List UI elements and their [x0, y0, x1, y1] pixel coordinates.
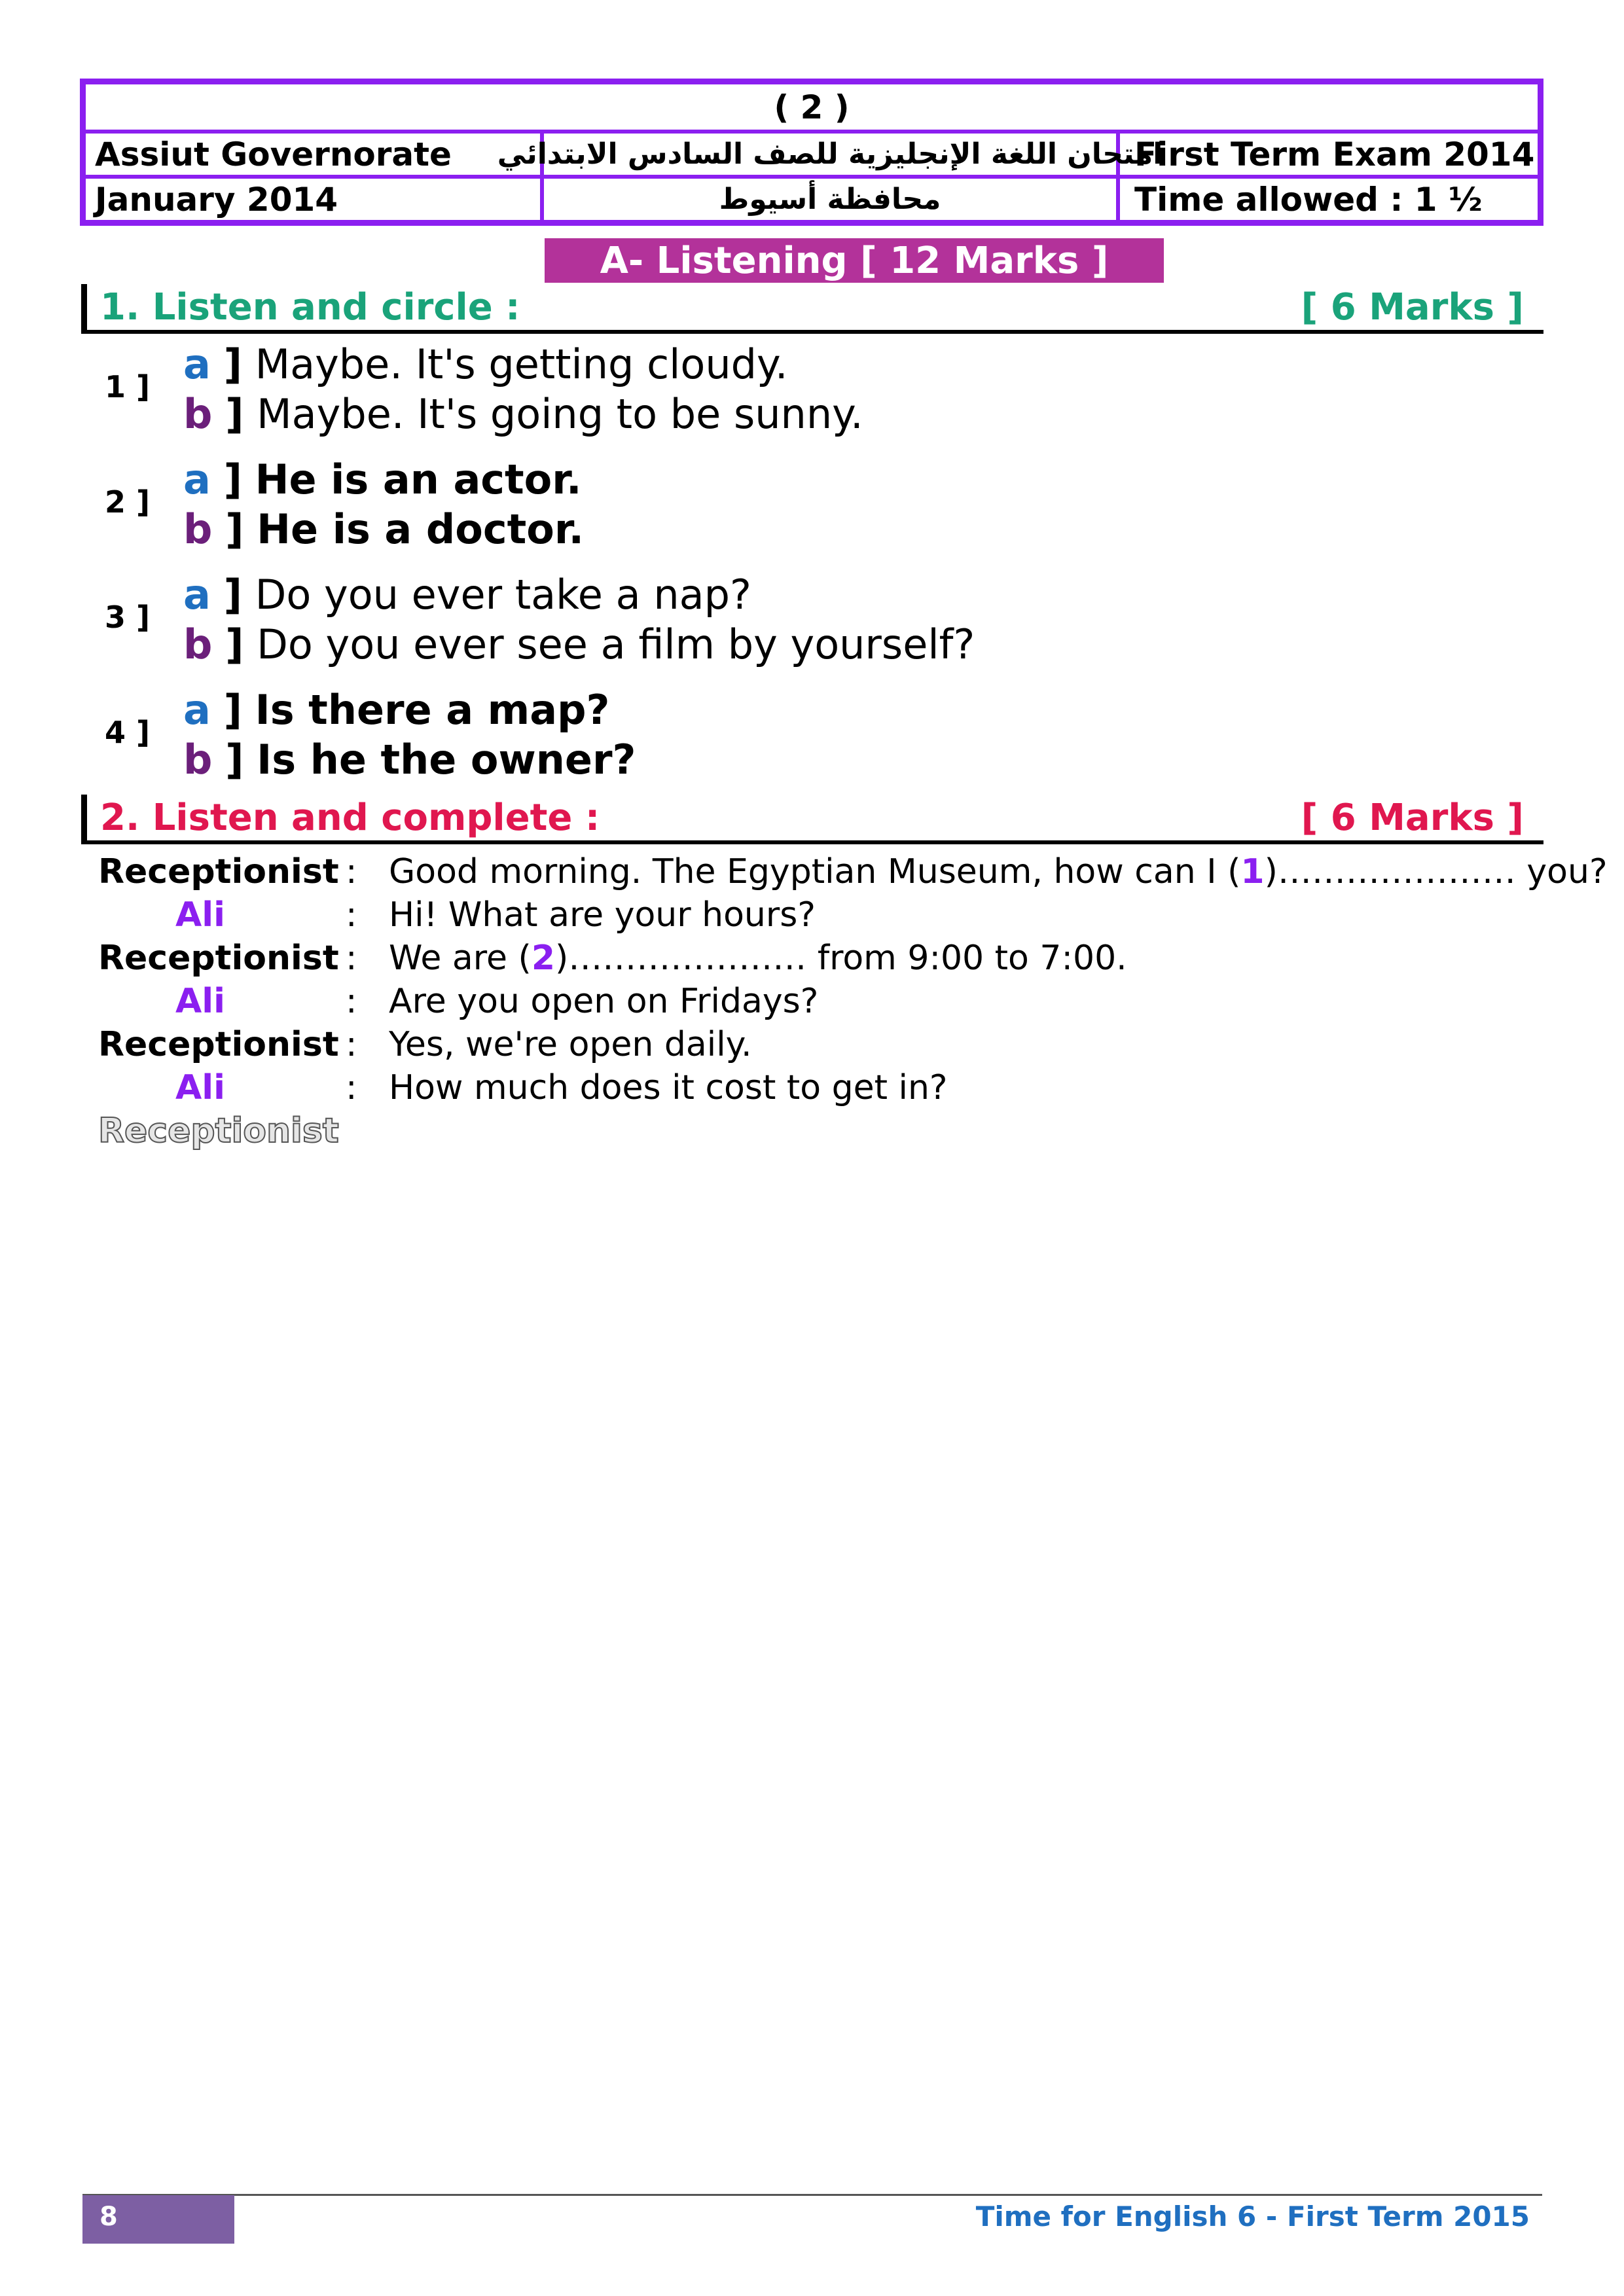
- blank-fill-area[interactable]: )………………… you?: [1264, 852, 1608, 891]
- exam-header-table: [80, 79, 1543, 226]
- speaker-name: Receptionist: [98, 1025, 339, 1064]
- dialogue-line-5: [98, 1025, 1538, 1068]
- speaker-colon: :: [346, 1068, 357, 1107]
- option-text: He is an actor.: [255, 456, 582, 503]
- item-number: 2 ]: [105, 484, 151, 520]
- question-2-marks: [ 6 Marks ]: [1301, 796, 1524, 839]
- option-bracket: ]: [225, 620, 244, 668]
- option-bracket: ]: [223, 571, 242, 619]
- option-bracket: ]: [225, 505, 244, 553]
- page-marker: ( 2 ): [774, 88, 850, 126]
- header-row-2: [86, 179, 1538, 220]
- speaker-name: Ali: [175, 895, 225, 935]
- option-letter-a: a: [183, 340, 211, 388]
- dialogue-text: [389, 852, 1608, 891]
- page-number: 8: [82, 2195, 234, 2244]
- dialogue-text: [389, 939, 1127, 978]
- blank-number: 2: [531, 939, 555, 978]
- header-row-1: [86, 134, 1538, 179]
- option-letter-a: a: [183, 686, 211, 734]
- speaker-name: Receptionist: [98, 852, 339, 891]
- option-a[interactable]: [183, 571, 751, 619]
- dialogue-line-3: [98, 939, 1538, 982]
- option-a[interactable]: [183, 340, 788, 388]
- time-allowed: Time allowed : 1 ½: [1134, 180, 1483, 219]
- option-letter-b: b: [183, 620, 213, 668]
- option-b[interactable]: [183, 390, 863, 438]
- dialogue-line-4: [98, 982, 1538, 1025]
- option-text: He is a doctor.: [257, 505, 585, 553]
- option-text: Is there a map?: [255, 686, 610, 734]
- question-2-title: 2. Listen and complete :: [100, 796, 600, 839]
- option-letter-a: a: [183, 571, 211, 619]
- option-bracket: ]: [223, 686, 242, 734]
- speaker-name: Ali: [175, 1068, 225, 1107]
- question-1-title: 1. Listen and circle :: [100, 285, 520, 329]
- speaker-name: Ali: [175, 982, 225, 1021]
- governorate-arabic: محافظة أسيوط: [544, 179, 1120, 220]
- dialogue-line-6: [98, 1068, 1538, 1111]
- option-a[interactable]: [183, 686, 609, 734]
- text-before-blank: Good morning. The Egyptian Museum, how can I (: [389, 852, 1241, 891]
- circle-item-2: [105, 456, 1479, 552]
- item-number: 3 ]: [105, 600, 151, 635]
- option-text: Do you ever take a nap?: [255, 571, 751, 619]
- option-letter-a: a: [183, 456, 211, 503]
- blank-number: 1: [1240, 852, 1265, 891]
- speaker-name: Receptionist: [98, 939, 339, 978]
- dialogue-text: Are you open on Fridays?: [389, 982, 819, 1021]
- option-bracket: ]: [223, 340, 242, 388]
- question-1-marks: [ 6 Marks ]: [1301, 285, 1524, 329]
- option-b[interactable]: [183, 505, 584, 553]
- blank-fill-area[interactable]: )………………… from 9:00 to 7:00.: [555, 939, 1127, 978]
- circle-item-3: [105, 571, 1479, 668]
- circle-item-4: [105, 686, 1479, 783]
- option-text: Do you ever see a film by yourself?: [257, 620, 975, 668]
- speaker-colon: :: [346, 982, 357, 1021]
- speaker-colon: :: [346, 1025, 357, 1064]
- dialogue-text: How much does it cost to get in?: [389, 1068, 948, 1107]
- option-b[interactable]: [183, 736, 636, 783]
- option-text: Is he the owner?: [257, 736, 636, 783]
- option-text: Maybe. It's going to be sunny.: [257, 390, 863, 438]
- option-text: Maybe. It's getting cloudy.: [255, 340, 788, 388]
- book-title: Time for English 6 - First Term 2015: [975, 2200, 1530, 2233]
- speaker-name: Receptionist: [98, 1111, 339, 1151]
- option-a[interactable]: [183, 456, 582, 503]
- speaker-colon: :: [346, 895, 357, 935]
- exam-arabic-title: امتحان اللغة الإنجليزية للصف السادس الابتدائي: [544, 134, 1120, 175]
- option-bracket: ]: [225, 736, 244, 783]
- option-bracket: ]: [225, 390, 244, 438]
- option-bracket: ]: [223, 456, 242, 503]
- governorate-label: Assiut Governorate: [86, 134, 544, 175]
- circle-item-1: [105, 340, 1479, 437]
- section-a-banner: A- Listening [ 12 Marks ]: [545, 238, 1164, 283]
- dialogue-text: Hi! What are your hours?: [389, 895, 816, 935]
- item-number: 4 ]: [105, 715, 151, 750]
- dialogue-line-2: [98, 895, 1538, 939]
- question-1-header: [81, 284, 1543, 334]
- header-row-page-marker: [86, 84, 1538, 134]
- speaker-colon: :: [346, 939, 357, 978]
- exam-term-label: First Term Exam 2014: [1134, 135, 1535, 173]
- speaker-colon: :: [346, 852, 357, 891]
- option-b[interactable]: [183, 620, 975, 668]
- question-2-header: [81, 795, 1543, 844]
- item-number: 1 ]: [105, 369, 151, 404]
- option-letter-b: b: [183, 736, 213, 783]
- option-letter-b: b: [183, 390, 213, 438]
- exam-date: January 2014: [86, 179, 544, 220]
- dialogue-line-7: [98, 1111, 1538, 1155]
- footer-divider: [82, 2194, 1542, 2196]
- dialogue-text: Yes, we're open daily.: [389, 1025, 752, 1064]
- text-before-blank: We are (: [389, 939, 532, 978]
- option-letter-b: b: [183, 505, 213, 553]
- dialogue-line-1: [98, 852, 1608, 895]
